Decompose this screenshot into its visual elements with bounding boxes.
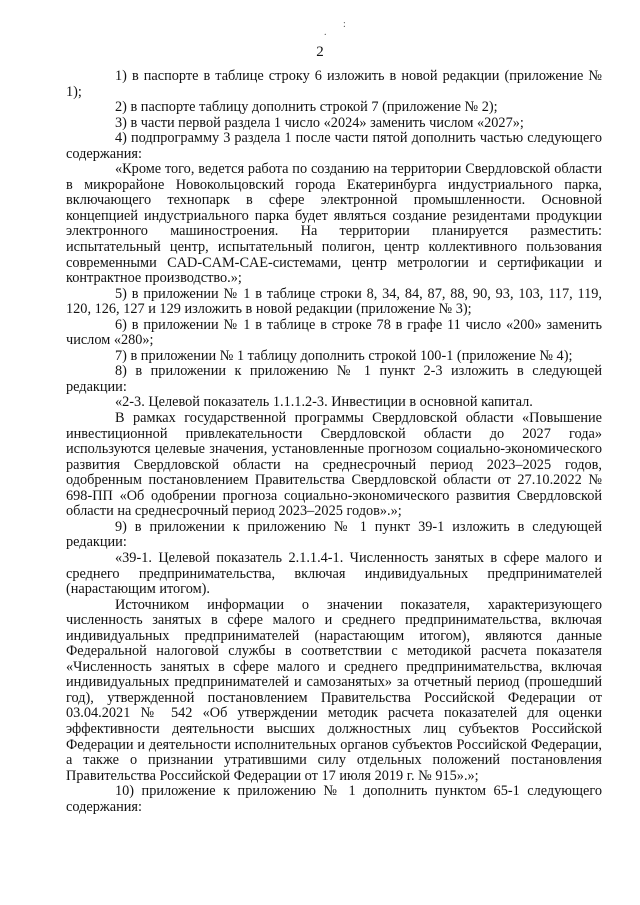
paragraph-item-3: 3) в части первой раздела 1 число «2024» заменить числом «2027»; [115, 114, 524, 131]
paragraph-item-5: 5) в приложении № 1 в таблице строки 8, 34, 84, 87, 88, 90, 93, 103, 117, 119, 120, 126, 127 и 129 изложить в новой редакции (приложение № 3); [66, 285, 602, 318]
paragraph-item-2: 2) в паспорте таблицу дополнить строкой 7 (приложение № 2); [115, 99, 498, 116]
paragraph-item-9: 9) в приложении к приложению № 1 пункт 39-1 изложить в следующей редакции: [66, 518, 602, 551]
paragraph-quote-39-1-body: Источником информации о значении показателя, характеризующего численность занятых в сфере малого и среднего предпринимательства, включая индивидуальных предпринимателей (нарастающим итогом), являются данные Федеральной налоговой службы в соответствии с методикой расчета показателя «Численность занятых в сфере малого и среднего предпринимательства, включая индивидуальных предпринимателей и самозанятых» за отчетный период (прошедший год), утвержденной постановлением Правительства Российской Федерации от 03.04.2021 № 542 «Об утверждении методик расчета показателей для оценки эффективности деятельности высших должностных лиц субъектов Российской Федерации и деятельности исполнительных органов субъектов Российской Федерации, а также о признании утратившими силу отдельных положений постановления Правительства Российской Федерации от 17 июля 2019 г. № 915».»; [66, 596, 602, 784]
document-body [66, 69, 602, 815]
page-number: 2 [316, 44, 324, 60]
paragraph-quote-39-1-title: «39-1. Целевой показатель 2.1.1.4-1. Численность занятых в сфере малого и среднего предпринимательства, включая индивидуальных предпринимателей (нарастающим итогом). [66, 549, 602, 598]
paragraph-item-4: 4) подпрограмму 3 раздела 1 после части пятой дополнить частью следующего содержания: [66, 130, 602, 162]
paragraph-item-7: 7) в приложении № 1 таблицу дополнить строкой 100-1 (приложение № 4); [115, 347, 573, 364]
paragraph-item-6: 6) в приложении № 1 в таблице в строке 78 в графе 11 число «200» заменить числом «280»; [66, 316, 602, 349]
scan-mark: . [324, 27, 327, 38]
paragraph-quote-industrial-park: «Кроме того, ведется работа по созданию на территории Свердловской области в микрорайоне Новокольцовский города Екатеринбурга индустриального парка, включающего технопарк в сфере электронной промышленности. Основной концепцией индустриального парка будет являться создание резидентами продукции электронного машиностроения. На территории планируется разместить: испытательный центр, испытательный полигон, центр коллективного пользования современными CAD-CAM-CAE-системами, центр метрологии и сертификации и контрактное производство.»; [66, 161, 602, 287]
paragraph-item-8: 8) в приложении к приложению № 1 пункт 2-3 изложить в следующей редакции: [66, 363, 602, 395]
paragraph-quote-2-3-body: В рамках государственной программы Свердловской области «Повышение инвестиционной привлекательности Свердловской области до 2027 года» используются целевые значения, установленные прогнозом социально-экономического развития Свердловской области на среднесрочный период 2023–2025 годов, одобренным постановлением Правительства Свердловской области от 27.10.2022 № 698-ПП «Об одобрении прогноза социально-экономического развития Свердловской области на среднесрочный период 2023–2025 годов».»; [66, 410, 602, 520]
paragraph-item-10: 10) приложение к приложению № 1 дополнить пунктом 65-1 следующего содержания: [66, 783, 602, 815]
paragraph-quote-2-3-title: «2-3. Целевой показатель 1.1.1.2-3. Инвестиции в основной капитал. [115, 394, 533, 411]
scan-mark: : [343, 19, 346, 30]
paragraph-item-1: 1) в паспорте в таблице строку 6 изложить в новой редакции (приложение № 1); [66, 68, 602, 100]
